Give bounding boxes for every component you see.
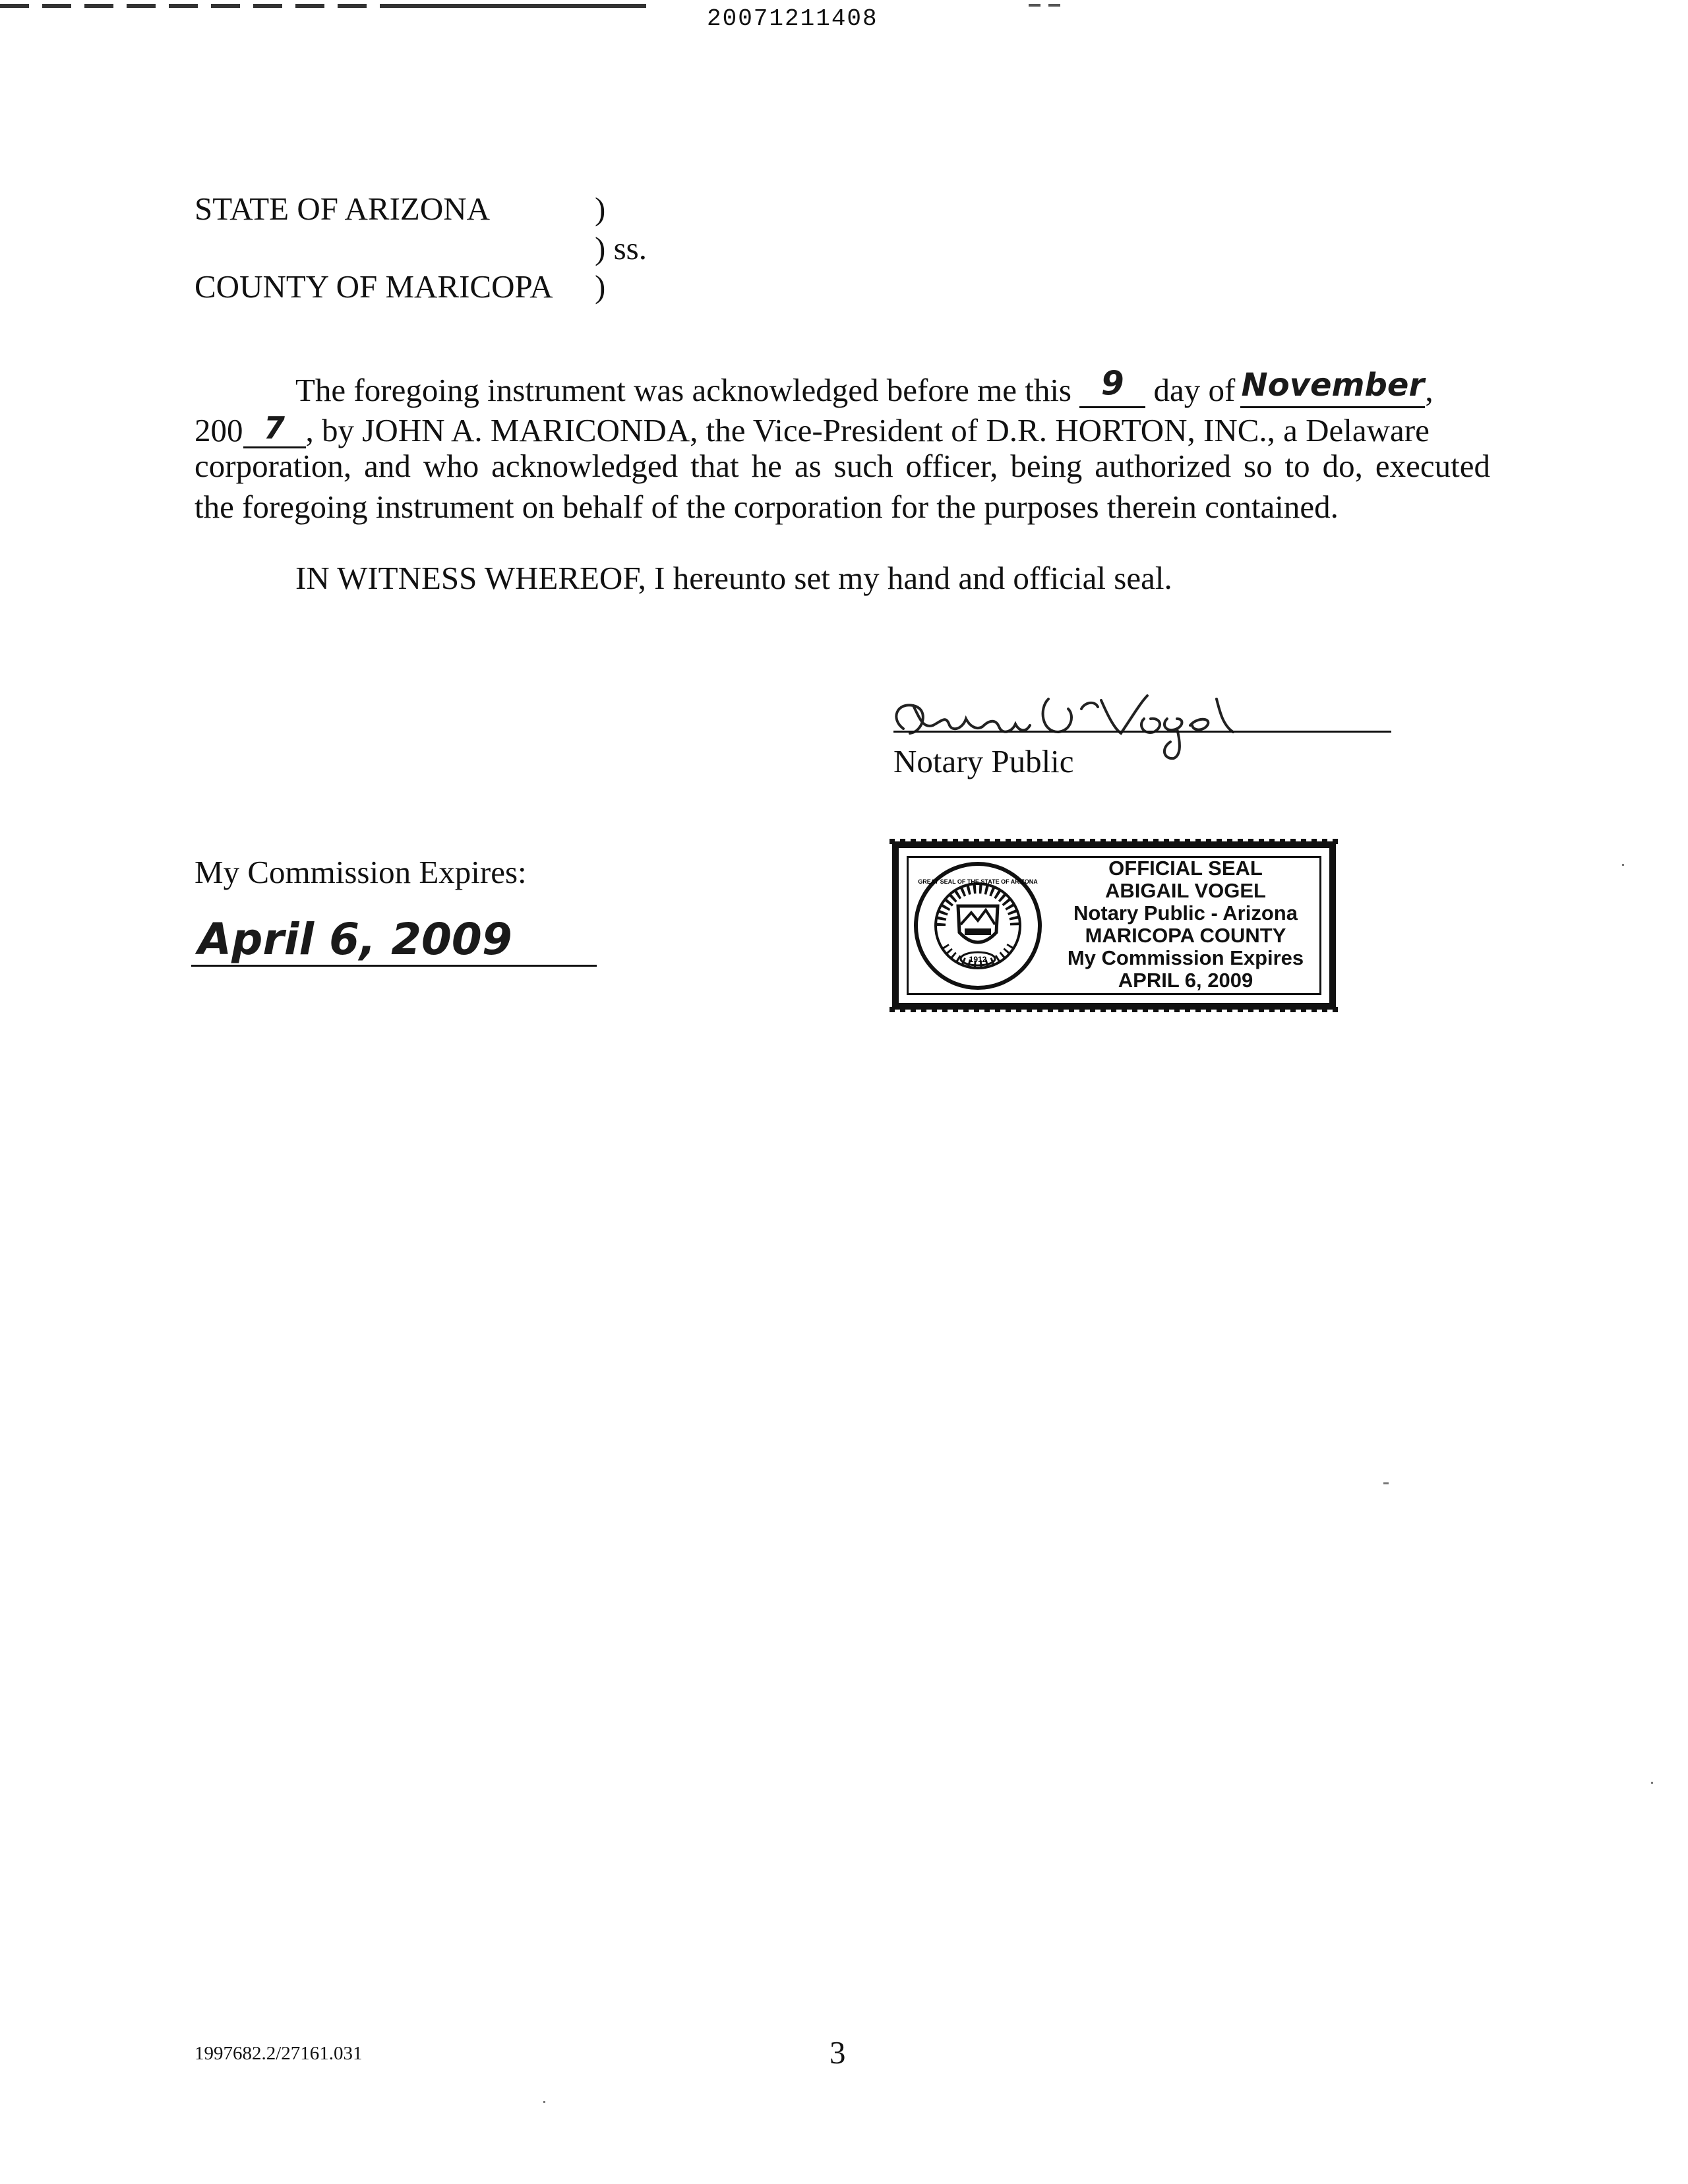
page-number: 3	[829, 2034, 846, 2071]
seal-emblem-year: 1912	[969, 955, 987, 964]
year-handwritten: 7	[263, 410, 285, 446]
arizona-state-seal-icon	[912, 860, 1044, 992]
month-handwritten: November	[1241, 367, 1425, 404]
ack-line-1	[295, 364, 1433, 408]
seal-line-4: MARICOPA COUNTY	[1085, 924, 1286, 947]
scan-speck	[543, 2101, 545, 2103]
scan-speck	[1651, 1782, 1653, 1784]
official-seal-stamp	[892, 841, 1336, 1010]
signature-line	[893, 731, 1391, 733]
year-blank	[243, 410, 306, 448]
ack-line-2	[195, 410, 1430, 448]
ack-line-4: the foregoing instrument on behalf of the corporation for the purposes therein contained.	[195, 489, 1339, 525]
commission-label: My Commission Expires:	[195, 854, 527, 890]
venue-paren: )	[595, 268, 606, 305]
seal-emblem-text: GREAT SEAL OF THE STATE OF ARIZONA	[918, 878, 1038, 885]
day-blank	[1079, 364, 1145, 408]
venue-paren: )	[595, 191, 606, 227]
seal-line-6: APRIL 6, 2009	[1118, 969, 1253, 992]
scan-speck	[1383, 1482, 1389, 1484]
ack-line-2-rest: , by JOHN A. MARICONDA, the Vice-President of D.R. HORTON, INC., a Delaware	[305, 412, 1430, 448]
seal-text-block	[1044, 857, 1327, 992]
seal-line-1: OFFICIAL SEAL	[1108, 857, 1263, 880]
recording-number: 20071211408	[707, 5, 878, 32]
ack-line-1-prefix: The foregoing instrument was acknowledged before me this	[295, 372, 1072, 408]
year-prefix: 200	[195, 412, 243, 448]
day-handwritten: 9	[1100, 364, 1124, 402]
file-reference: 1997682.2/27161.031	[195, 2043, 363, 2064]
seal-line-3: Notary Public - Arizona	[1073, 901, 1298, 925]
scan-border-artifact	[1029, 4, 1068, 7]
scan-border-artifact	[386, 4, 643, 8]
seal-line-2: ABIGAIL VOGEL	[1104, 879, 1266, 902]
ss-label: ) ss.	[595, 230, 647, 266]
notary-title: Notary Public	[893, 743, 1074, 779]
witness-clause: IN WITNESS WHEREOF, I hereunto set my hand and official seal.	[295, 560, 1172, 596]
seal-line-5: My Commission Expires	[1067, 946, 1304, 969]
ack-line-3: corporation, and who acknowledged that he as such officer, being authorized so to do, executed	[195, 448, 1490, 484]
commission-date-handwritten: April 6, 2009	[198, 914, 512, 965]
ack-line-1-middle: day of	[1153, 372, 1236, 408]
state-label: STATE OF ARIZONA	[195, 191, 490, 227]
county-label: COUNTY OF MARICOPA	[195, 268, 553, 305]
month-blank	[1240, 367, 1425, 408]
ack-line-1-suffix: ,	[1425, 372, 1433, 408]
scan-speck	[1622, 864, 1624, 866]
commission-date-line	[191, 965, 597, 967]
